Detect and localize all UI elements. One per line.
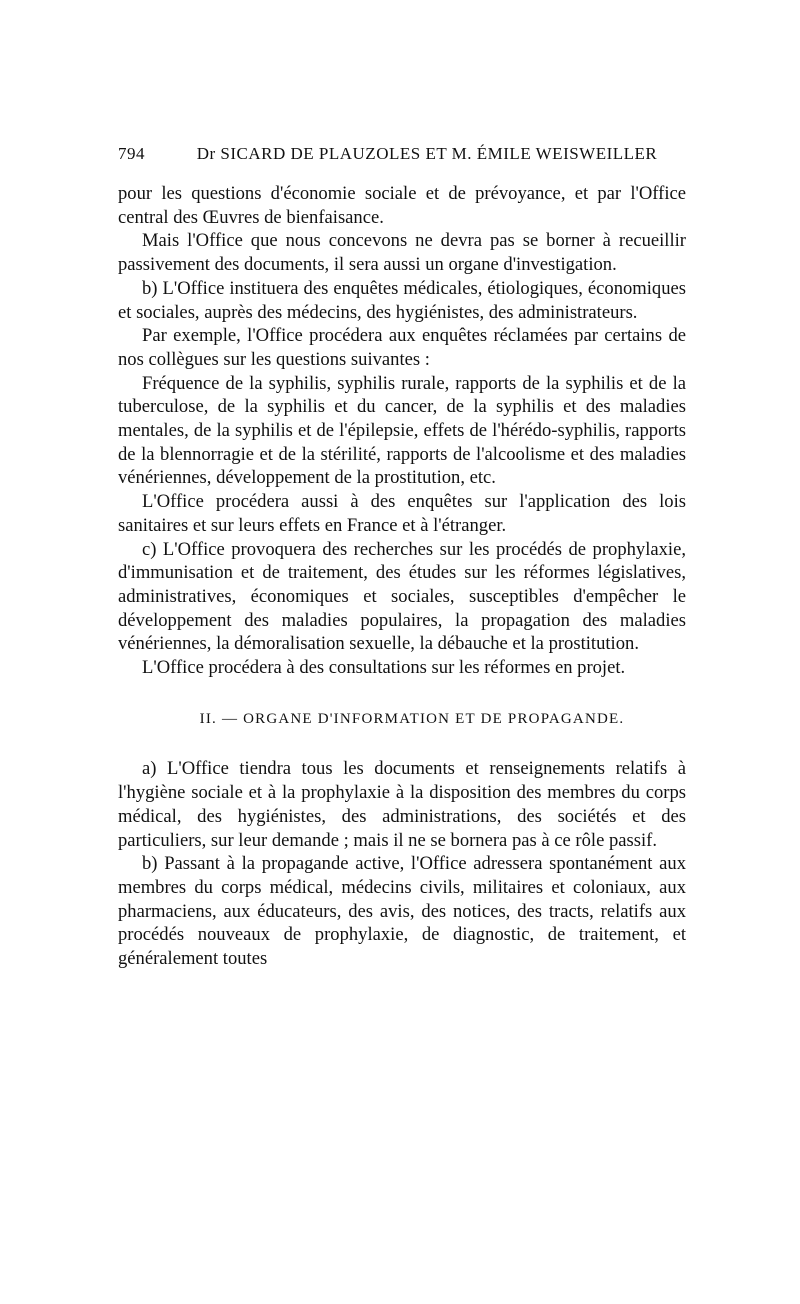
running-head (118, 144, 686, 174)
main-text (118, 182, 686, 971)
book-page (118, 144, 686, 971)
paragraph: a) L'Office tiendra tous les documents et renseignements relatifs à l'hygiène sociale et à la prophylaxie à la disposition des membres du corps médical, des hygiénistes, des administrations, des sociétés et des particuliers, sur leur demande ; mais il ne se bornera pas à ce rôle passif. (118, 758, 686, 851)
page-number: 794 (118, 144, 145, 163)
paragraph: Par exemple, l'Office procédera aux enquêtes réclamées par certains de nos collègues sur les questions suivantes : (118, 325, 686, 370)
paragraph: c) L'Office provoquera des recherches sur les procédés de prophylaxie, d'immunisation et de traitement, des études sur les réformes législatives, administratives, économiques et sociales, susceptibles d'empêcher le développement des maladies populaires, la propagation des maladies vénériennes, la démoralisation sexuelle, la débauche et la prostitution. (118, 538, 686, 655)
paragraph: b) L'Office instituera des enquêtes médicales, étiologiques, économiques et sociales, auprès des médecins, des hygiénistes, des administrateurs. (118, 277, 686, 323)
paragraph: b) Passant à la propagande active, l'Office adressera spontanément aux membres du corps médical, médecins civils, militaires et coloniaux, aux pharmaciens, aux éducateurs, des avis, des notices, des tracts, relatifs aux procédés nouveaux de prophylaxie, de diagnostic, de traitement, et généralement toutes (118, 853, 686, 970)
paragraph: L'Office procédera à des consultations sur les réformes en projet. (142, 657, 626, 679)
paragraph: Fréquence de la syphilis, syphilis rurale, rapports de la syphilis et de la tuberculose, de la syphilis et du cancer, de la syphilis et des maladies mentales, de la syphilis et de l'épilepsie, effets de l'hérédo-syphilis, rapports de la blennorragie et de la stérilité, rapports de l'alcoolisme et des maladies vénériennes, développement de la prostitution, etc. (118, 372, 686, 489)
paragraph: pour les questions d'économie sociale et de prévoyance, et par l'Office central des Œuvres de bienfaisance. (118, 183, 686, 228)
section-heading: II. — ORGANE D'INFORMATION ET DE PROPAGANDE. (199, 710, 625, 727)
paragraph: Mais l'Office que nous concevons ne devra pas se borner à recueillir passivement des documents, il sera aussi un organe d'investigation. (118, 230, 686, 276)
running-title: Dr SICARD DE PLAUZOLES ET M. ÉMILE WEISWEILLER (196, 144, 658, 163)
paragraph: L'Office procédera aussi à des enquêtes sur l'application des lois sanitaires et sur leurs effets en France et à l'étranger. (118, 491, 686, 536)
